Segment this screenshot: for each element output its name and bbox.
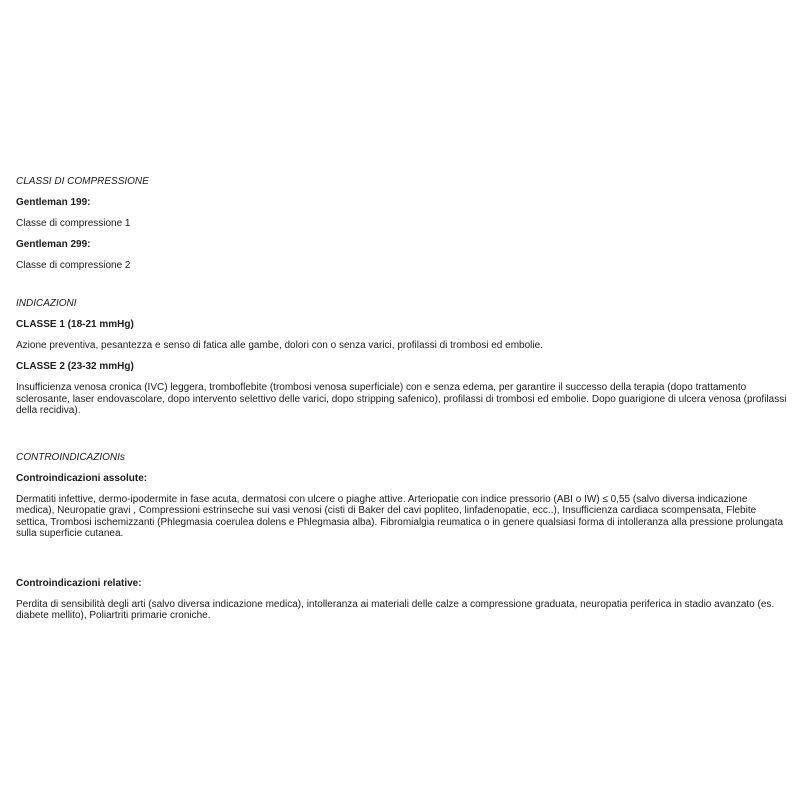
section-heading-controindicazioni: CONTROINDICAZIONIs	[16, 451, 125, 463]
product-label-gentleman-199: Gentleman 199:	[16, 197, 91, 208]
product-info-document	[16, 176, 788, 631]
section-controindicazioni	[16, 426, 788, 540]
section-controindicazioni-relative	[16, 549, 788, 622]
text-classe-compressione-2: Classe di compressione 2	[16, 260, 131, 271]
section-heading-indicazioni: INDICAZIONI	[16, 298, 77, 309]
section-heading-classi-di-compressione: CLASSI DI COMPRESSIONE	[16, 176, 149, 187]
paragraph-classe-1-indicazioni: Azione preventiva, pesantezza e senso di fatica alle gambe, dolori con o senza varici, profilassi di trombosi ed embolie.	[16, 340, 543, 351]
paragraph-controindicazioni-relative: Perdita di sensibilità degli arti (salvo diversa indicazione medica), intolleranza ai materiali delle calze a compressione graduata, neuropatia periferica in stadio avanzato (es. diabete mellito), Poliartriti primarie croniche.	[16, 598, 775, 621]
text-classe-compressione-1: Classe di compressione 1	[16, 218, 131, 229]
subheading-classe-1: CLASSE 1 (18-21 mmHg)	[16, 319, 134, 330]
subheading-controindicazioni-assolute: Controindicazioni assolute:	[16, 472, 148, 484]
subheading-classe-2: CLASSE 2 (23-32 mmHg)	[16, 361, 134, 372]
subheading-controindicazioni-relative: Controindicazioni relative:	[16, 577, 142, 589]
section-indicazioni	[16, 281, 788, 417]
section-classi-di-compressione	[16, 176, 788, 272]
paragraph-controindicazioni-assolute: Dermatiti infettive, dermo-ipodermite in fase acuta, dermatosi con ulcere o piaghe attive. Arteriopatie con indice pressorio (ABI o IW) ≤ 0,55 (salvo diversa indicazione medica), Neuropatie gravi , Compressioni estrinseche sui vasi venosi (cisti di Baker del cavi popliteo, linfadenopatie, ecc..), Insufficienza cardiaca scompensata, Flebite settica, Trombosi ischemizzanti (Phlegmasia coerulea dolens e Phlegmasia alba). Fibromialgia reumatica o in genere qualsiasi forma di intolleranza alla pressione prolungata sulla superficie cutanea.	[16, 493, 784, 539]
product-label-gentleman-299: Gentleman 299:	[16, 239, 91, 250]
paragraph-classe-2-indicazioni: Insufficienza venosa cronica (IVC) leggera, tromboflebite (trombosi venosa superficiale) con e senza edema, per garantire il successo della terapia (dopo trattamento sclerosante, laser endovascolare, dopo intervento selettivo delle varici, dopo stripping safenico), profilassi di trombosi ed embolie. Dopo guarigione di ulcera venosa (profilassi della recidiva).	[16, 382, 787, 416]
